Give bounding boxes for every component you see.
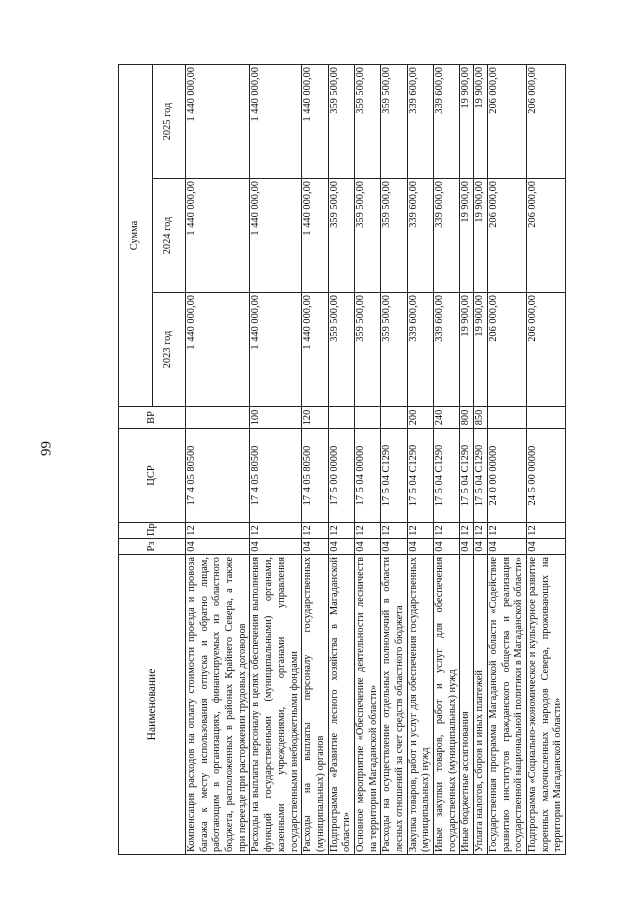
cell-rz: 04 bbox=[302, 539, 328, 555]
cell-csr: 24 5 00 00000 bbox=[526, 429, 565, 523]
cell-csr: 17 5 04 С1290 bbox=[474, 429, 488, 523]
cell-rz: 04 bbox=[407, 539, 433, 555]
table-row bbox=[460, 64, 474, 854]
cell-sum-2024: 1 440 000,00 bbox=[250, 179, 302, 293]
cell-csr: 17 5 00 00000 bbox=[328, 429, 354, 523]
cell-rz: 04 bbox=[354, 539, 380, 555]
cell-sum-2025: 339 600,00 bbox=[434, 64, 460, 178]
cell-rz: 04 bbox=[381, 539, 407, 555]
cell-sum-2024: 339 600,00 bbox=[434, 179, 460, 293]
cell-csr: 17 5 04 С1290 bbox=[460, 429, 474, 523]
table-row bbox=[328, 64, 354, 854]
cell-pr: 12 bbox=[186, 523, 250, 539]
cell-name: Иные закупки товаров, работ и услуг для обеспечения государственных (муниципальных) нужд bbox=[434, 555, 460, 855]
column-header-name: Наименование bbox=[119, 555, 186, 855]
cell-pr: 12 bbox=[354, 523, 380, 539]
cell-sum-2023: 359 500,00 bbox=[381, 293, 407, 407]
cell-vr bbox=[328, 407, 354, 429]
cell-sum-2023: 359 500,00 bbox=[354, 293, 380, 407]
cell-name: Расходы на выплаты персоналу государственных (муниципальных) органов bbox=[302, 555, 328, 855]
page-number: 99 bbox=[38, 441, 55, 456]
cell-sum-2024: 1 440 000,00 bbox=[302, 179, 328, 293]
cell-pr: 12 bbox=[460, 523, 474, 539]
cell-sum-2025: 1 440 000,00 bbox=[302, 64, 328, 178]
column-header-sum: Сумма bbox=[119, 64, 153, 406]
cell-sum-2023: 206 000,00 bbox=[526, 293, 565, 407]
cell-vr: 240 bbox=[434, 407, 460, 429]
column-header-2025: 2025 год bbox=[152, 64, 186, 178]
cell-pr: 12 bbox=[487, 523, 526, 539]
cell-name: Иные бюджетные ассигнования bbox=[460, 555, 474, 855]
cell-vr: 800 bbox=[460, 407, 474, 429]
budget-table bbox=[118, 64, 566, 855]
cell-vr bbox=[186, 407, 250, 429]
cell-rz: 04 bbox=[328, 539, 354, 555]
cell-sum-2025: 206 000,00 bbox=[487, 64, 526, 178]
cell-pr: 12 bbox=[434, 523, 460, 539]
budget-table-body bbox=[186, 64, 566, 854]
cell-csr: 17 4 05 80500 bbox=[302, 429, 328, 523]
cell-pr: 12 bbox=[381, 523, 407, 539]
table-row bbox=[487, 64, 526, 854]
cell-sum-2025: 206 000,00 bbox=[526, 64, 565, 178]
cell-name: Уплата налогов, сборов и иных платежей bbox=[474, 555, 488, 855]
cell-name: Расходы на выплаты персоналу в целях обеспечения выполнения функций государственными (муниципальными) органами, казенными учреждениями, органами управления государственными внебюджетными фондами bbox=[250, 555, 302, 855]
cell-pr: 12 bbox=[250, 523, 302, 539]
table-row bbox=[354, 64, 380, 854]
table-row bbox=[434, 64, 460, 854]
cell-csr: 17 4 05 80500 bbox=[186, 429, 250, 523]
cell-pr: 12 bbox=[328, 523, 354, 539]
table-row bbox=[407, 64, 433, 854]
table-row bbox=[526, 64, 565, 854]
cell-vr bbox=[487, 407, 526, 429]
cell-name: Расходы на осуществление отдельных полномочий в области лесных отношений за счет средств областного бюджета bbox=[381, 555, 407, 855]
cell-sum-2024: 359 500,00 bbox=[328, 179, 354, 293]
cell-sum-2023: 339 600,00 bbox=[407, 293, 433, 407]
cell-sum-2024: 359 500,00 bbox=[354, 179, 380, 293]
table-row bbox=[186, 64, 250, 854]
cell-sum-2024: 206 000,00 bbox=[487, 179, 526, 293]
cell-csr: 17 5 04 С1290 bbox=[407, 429, 433, 523]
cell-vr: 120 bbox=[302, 407, 328, 429]
cell-rz: 04 bbox=[487, 539, 526, 555]
cell-pr: 12 bbox=[407, 523, 433, 539]
cell-sum-2023: 1 440 000,00 bbox=[250, 293, 302, 407]
cell-sum-2023: 339 600,00 bbox=[434, 293, 460, 407]
cell-rz: 04 bbox=[460, 539, 474, 555]
cell-name: Основное мероприятие «Обеспечение деятельности лесничеств на территории Магаданской области» bbox=[354, 555, 380, 855]
cell-vr bbox=[381, 407, 407, 429]
cell-rz: 04 bbox=[474, 539, 488, 555]
cell-sum-2025: 19 900,00 bbox=[474, 64, 488, 178]
column-header-vr: ВР bbox=[119, 407, 186, 429]
cell-sum-2025: 1 440 000,00 bbox=[186, 64, 250, 178]
table-row bbox=[474, 64, 488, 854]
cell-vr bbox=[354, 407, 380, 429]
table-row bbox=[250, 64, 302, 854]
cell-name: Подпрограмма «Развитие лесного хозяйства в Магаданской области» bbox=[328, 555, 354, 855]
column-header-pr: Пр bbox=[119, 523, 186, 539]
column-header-rz: Рз bbox=[119, 539, 186, 555]
cell-sum-2023: 359 500,00 bbox=[328, 293, 354, 407]
cell-sum-2023: 1 440 000,00 bbox=[186, 293, 250, 407]
cell-sum-2023: 19 900,00 bbox=[460, 293, 474, 407]
cell-vr: 200 bbox=[407, 407, 433, 429]
table-row bbox=[302, 64, 328, 854]
cell-rz: 04 bbox=[434, 539, 460, 555]
cell-sum-2025: 19 900,00 bbox=[460, 64, 474, 178]
cell-vr: 850 bbox=[474, 407, 488, 429]
cell-csr: 17 5 04 00000 bbox=[354, 429, 380, 523]
cell-csr: 24 0 00 00000 bbox=[487, 429, 526, 523]
cell-pr: 12 bbox=[474, 523, 488, 539]
cell-sum-2025: 1 440 000,00 bbox=[250, 64, 302, 178]
cell-sum-2024: 339 600,00 bbox=[407, 179, 433, 293]
budget-sheet bbox=[118, 65, 638, 855]
cell-pr: 12 bbox=[302, 523, 328, 539]
cell-rz: 04 bbox=[250, 539, 302, 555]
cell-sum-2023: 19 900,00 bbox=[474, 293, 488, 407]
cell-sum-2025: 359 500,00 bbox=[328, 64, 354, 178]
cell-rz: 04 bbox=[186, 539, 250, 555]
cell-sum-2025: 359 500,00 bbox=[381, 64, 407, 178]
cell-vr bbox=[526, 407, 565, 429]
cell-name: Государственная программа Магаданской области «Содействие развитию институтов гражданского общества и реализация государственной национальной политики в Магаданской области» bbox=[487, 555, 526, 855]
cell-csr: 17 5 04 С1290 bbox=[381, 429, 407, 523]
cell-csr: 17 5 04 С1290 bbox=[434, 429, 460, 523]
cell-sum-2024: 19 900,00 bbox=[474, 179, 488, 293]
table-row bbox=[381, 64, 407, 854]
cell-sum-2025: 339 600,00 bbox=[407, 64, 433, 178]
cell-rz: 04 bbox=[526, 539, 565, 555]
cell-sum-2024: 206 000,00 bbox=[526, 179, 565, 293]
cell-csr: 17 4 05 80500 bbox=[250, 429, 302, 523]
cell-sum-2024: 359 500,00 bbox=[381, 179, 407, 293]
cell-sum-2024: 19 900,00 bbox=[460, 179, 474, 293]
cell-sum-2024: 1 440 000,00 bbox=[186, 179, 250, 293]
column-header-2024: 2024 год bbox=[152, 179, 186, 293]
column-header-csr: ЦСР bbox=[119, 429, 186, 523]
cell-sum-2025: 359 500,00 bbox=[354, 64, 380, 178]
cell-name: Подпрограмма «Социально-экономическое и культурное развитие коренных малочисленных народов Севера, проживающих на территории Магаданской области» bbox=[526, 555, 565, 855]
cell-name: Компенсация расходов на оплату стоимости проезда и провоза багажа к месту использования отпуска и обратно лицам, работающим в организациях, финансируемых из областного бюджета, расположенных в районах Крайнего Севера, а также при переезде при расторжении трудовых договоров bbox=[186, 555, 250, 855]
cell-name: Закупка товаров, работ и услуг для обеспечения государственных (муниципальных) нужд bbox=[407, 555, 433, 855]
column-header-2023: 2023 год bbox=[152, 293, 186, 407]
cell-pr: 12 bbox=[526, 523, 565, 539]
cell-vr: 100 bbox=[250, 407, 302, 429]
cell-sum-2023: 206 000,00 bbox=[487, 293, 526, 407]
cell-sum-2023: 1 440 000,00 bbox=[302, 293, 328, 407]
